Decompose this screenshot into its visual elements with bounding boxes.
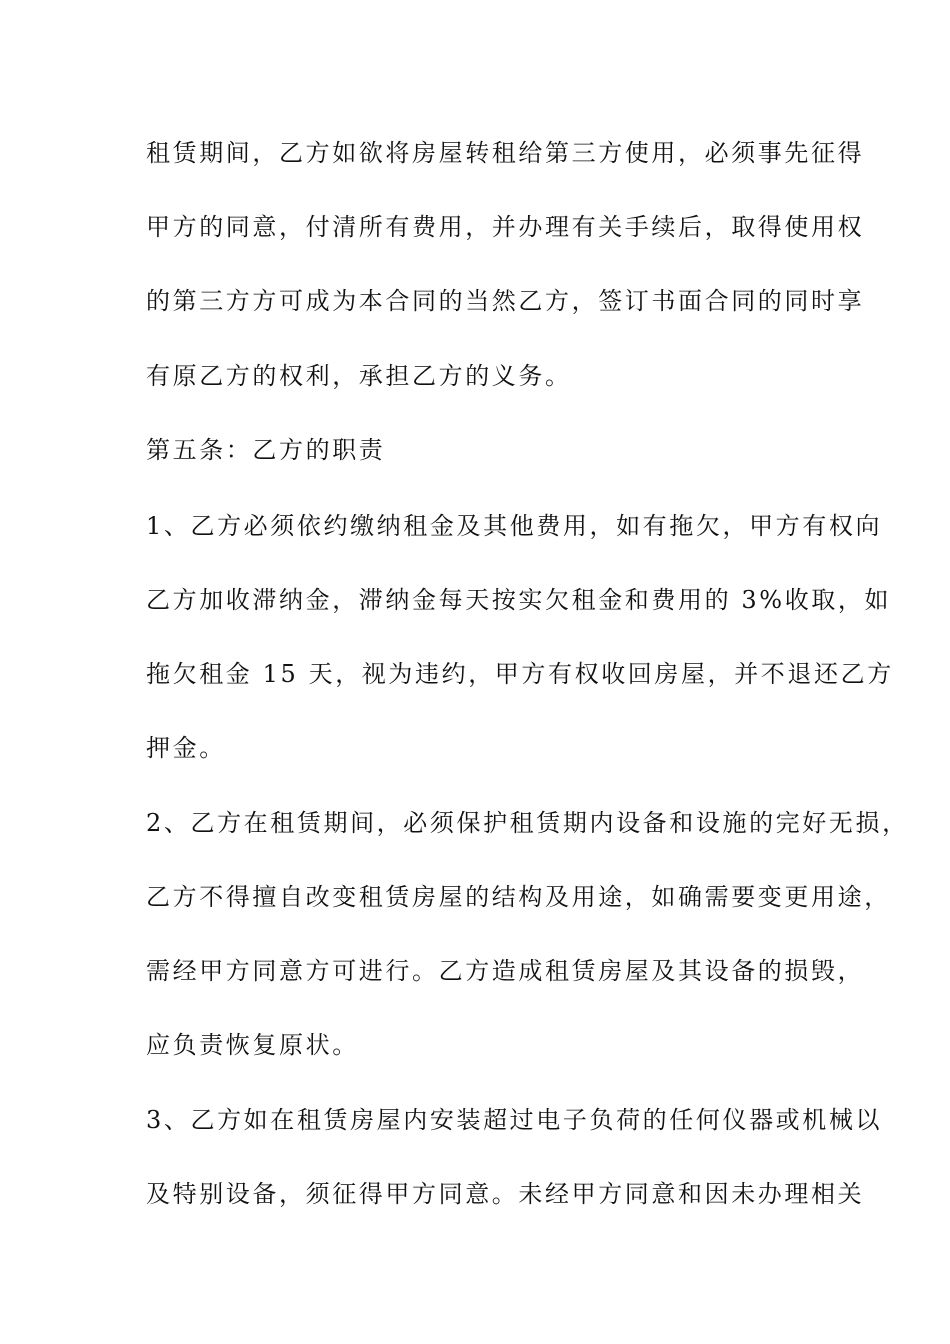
- text-line: 乙方不得擅自改变租赁房屋的结构及用途，如确需要变更用途，: [146, 883, 891, 911]
- text-line: 应负责恢复原状。: [146, 1031, 359, 1059]
- section-heading: 第五条：乙方的职责: [146, 436, 386, 464]
- text-line: 2、乙方在租赁期间，必须保护租赁期内设备和设施的完好无损，: [146, 809, 909, 837]
- text-line: 甲方的同意，付清所有费用，并办理有关手续后，取得使用权: [146, 213, 865, 241]
- text-line: 3、乙方如在租赁房屋内安装超过电子负荷的任何仪器或机械以: [146, 1106, 883, 1134]
- text-line: 有原乙方的权利，承担乙方的义务。: [146, 362, 572, 390]
- text-line: 乙方加收滞纳金，滞纳金每天按实欠租金和费用的 3%收取，如: [146, 586, 892, 614]
- text-line: 押金。: [146, 734, 226, 762]
- text-line: 拖欠租金 15 天，视为违约，甲方有权收回房屋，并不退还乙方: [146, 660, 894, 688]
- text-line: 及特别设备，须征得甲方同意。未经甲方同意和因未办理相关: [146, 1180, 865, 1208]
- text-line: 需经甲方同意方可进行。乙方造成租赁房屋及其设备的损毁，: [146, 957, 865, 985]
- text-line: 租赁期间，乙方如欲将房屋转租给第三方使用，必须事先征得: [146, 139, 865, 167]
- text-line: 1、乙方必须依约缴纳租金及其他费用，如有拖欠，甲方有权向: [146, 512, 883, 540]
- text-line: 的第三方方可成为本合同的当然乙方，签订书面合同的同时享: [146, 287, 865, 315]
